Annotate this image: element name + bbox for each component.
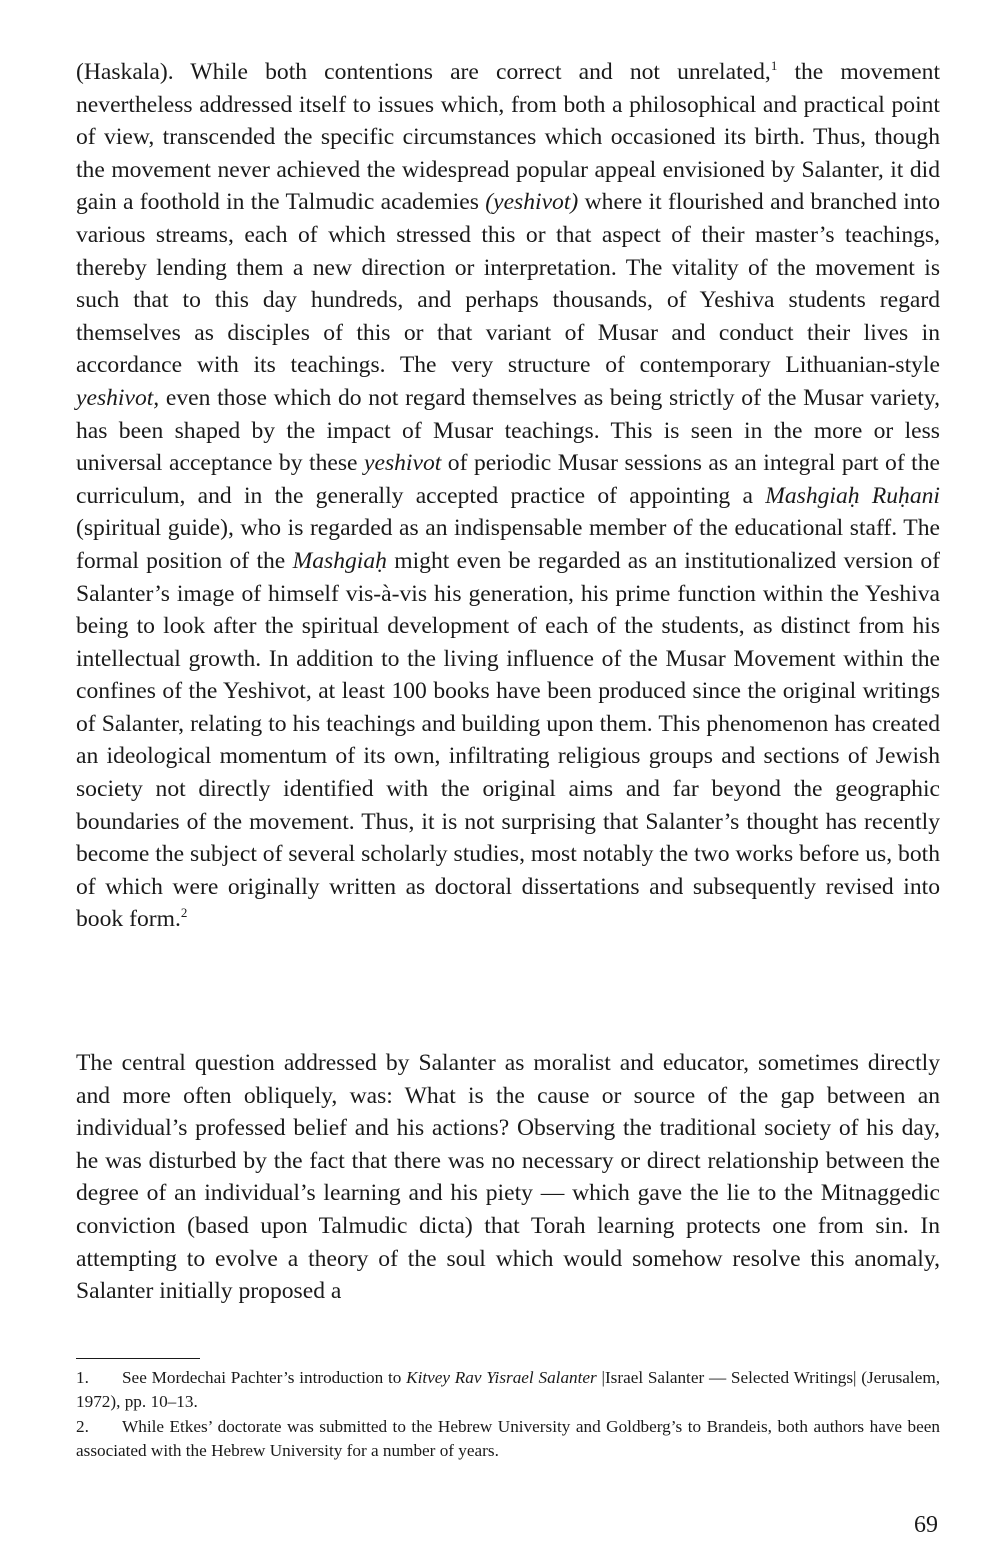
italic-term: (yeshivot): [485, 189, 579, 216]
italic-term: yeshivot,: [76, 384, 160, 411]
italic-term: Mashgiaḥ: [292, 547, 387, 574]
text-run: of periodic Musar sessions as an integral part of the curriculum, and in the generally accepted practice of appointing a: [76, 450, 940, 509]
page-number: 69: [914, 1512, 938, 1538]
text-run: See Mordechai Pachter’s introduction to: [122, 1368, 407, 1387]
italic-term: Mashgiaḥ Ruḥani: [765, 482, 940, 509]
text-run: (Haskala). While both contentions are correct and not unrelated,: [76, 59, 771, 85]
text-run: (spiritual guide), who is regarded as an indispensable member of the educational staff. The formal position of the: [76, 515, 940, 574]
text-run: where it flourished and branched into various streams, each of which stressed this or that aspect of their master’s teachings, thereby lending them a new direction or interpretation. The vitality of the movement is such that to this day hundreds, and perhaps thousands, of Yeshiva students regard themselves as disciples of this or that variant of Musar and conduct their lives in accordance with its teachings. The very structure of contemporary Lithuanian-style: [76, 189, 940, 379]
text-run: |Israel Salanter — Selected Writings| (Jerusalem, 1972), pp. 10–13.: [76, 1368, 940, 1411]
footnote-number: 2.: [76, 1417, 89, 1436]
italic-title: Kitvey Rav Yisrael Salanter: [406, 1368, 597, 1387]
footnote-divider: [76, 1358, 200, 1359]
footnote-number: 1.: [76, 1368, 89, 1387]
body-paragraph-1: [76, 56, 940, 936]
text-run: the movement nevertheless addressed itself to issues which, from both a philosophical and practical point of view, transcended the specific circumstances which occasioned its birth. Thus, though the movement never achieved the widespread popular appeal envisioned by Salanter, it did gain a foothold in the Talmudic academies: [76, 59, 941, 216]
footnote-marker-2[interactable]: 2: [180, 905, 188, 921]
body-paragraph-2: The central question addressed by Salanter as moralist and educator, sometimes directly and more often obliquely, was: What is the cause or source of the gap between an individual’s professed belief and his actions? Observing the traditional society of his day, he was disturbed by the fact that there was no necessary or direct relationship between the degree of an individual’s learning and his piety — which gave the lie to the Mitnaggedic conviction (based upon Talmudic dicta) that Torah learning protects one from sin. In attempting to evolve a theory of the soul which would somehow resolve this anomaly, Salanter initially proposed a: [76, 1050, 940, 1305]
text-run: While Etkes’ doctorate was submitted to the Hebrew University and Goldberg’s to Brandeis, both authors have been associated with the Hebrew University for a number of years.: [76, 1417, 940, 1460]
italic-term: yeshivot: [364, 450, 442, 477]
footnote-marker-1[interactable]: 1: [770, 58, 778, 74]
text-run: might even be regarded as an institutionalized version of Salanter’s image of himself vis-à-vis his generation, his prime function within the Yeshiva being to look after the spiritual development of each of the students, as distinct from his intellectual growth. In addition to the living influence of the Musar Movement within the confines of the Yeshivot, at least 100 books have been produced since the original writings of Salanter, relating to his teachings and building upon them. This phenomenon has created an ideological momentum of its own, infiltrating religious groups and sections of Jewish society not directly identified with the original aims and far beyond the geographic boundaries of the movement. Thus, it is not surprising that Salanter’s thought has recently become the subject of several scholarly studies, most notably the two works before us, both of which were originally written as doctoral dissertations and subsequently revised into book form.: [76, 547, 941, 933]
text-run: even those which do not regard themselves as being strictly of the Musar variety, has been shaped by the impact of Musar teachings. This is seen in the more or less universal acceptance by these: [76, 384, 940, 477]
footnote-2: [76, 1415, 940, 1463]
footnote-1: [76, 1366, 940, 1414]
